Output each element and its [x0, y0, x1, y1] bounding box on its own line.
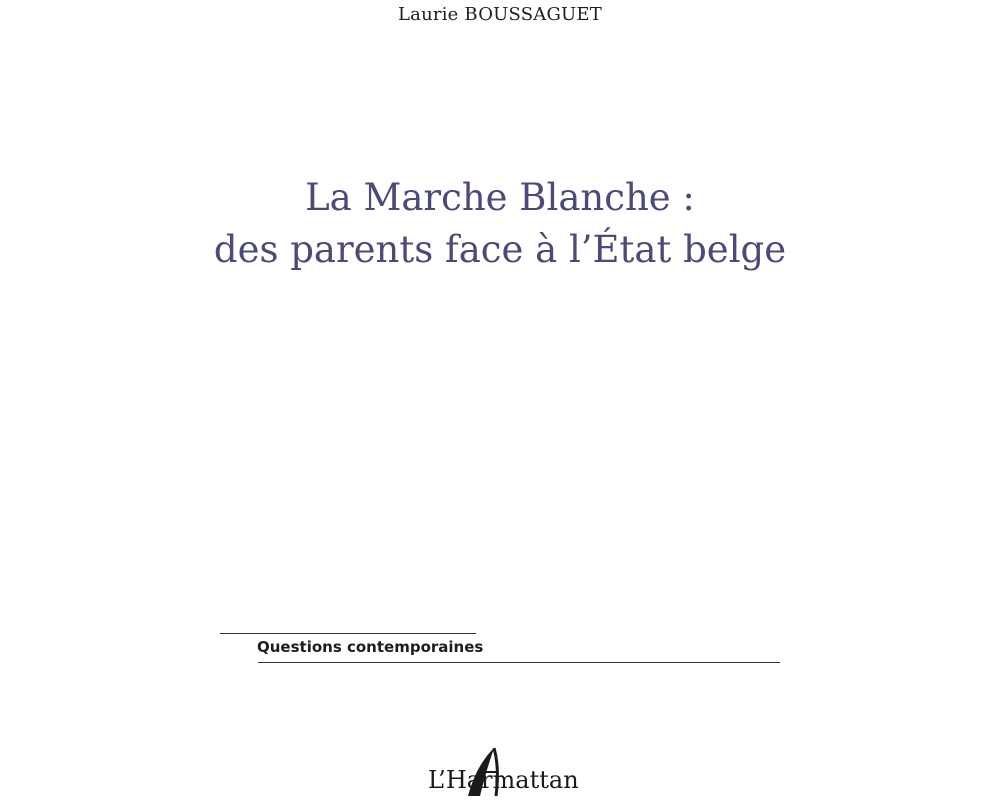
book-title — [0, 172, 1000, 276]
series-divider-top — [220, 633, 476, 634]
author-name: Laurie BOUSSAGUET — [398, 4, 602, 25]
title-line-2: des parents face à l’État belge — [213, 228, 787, 271]
series-name: Questions contemporaines — [257, 638, 484, 656]
title-line-1: La Marche Blanche : — [305, 176, 695, 219]
publisher-logo — [428, 742, 579, 798]
publisher-name: L’Harmattan — [428, 766, 579, 794]
series-divider-bottom — [258, 662, 780, 663]
